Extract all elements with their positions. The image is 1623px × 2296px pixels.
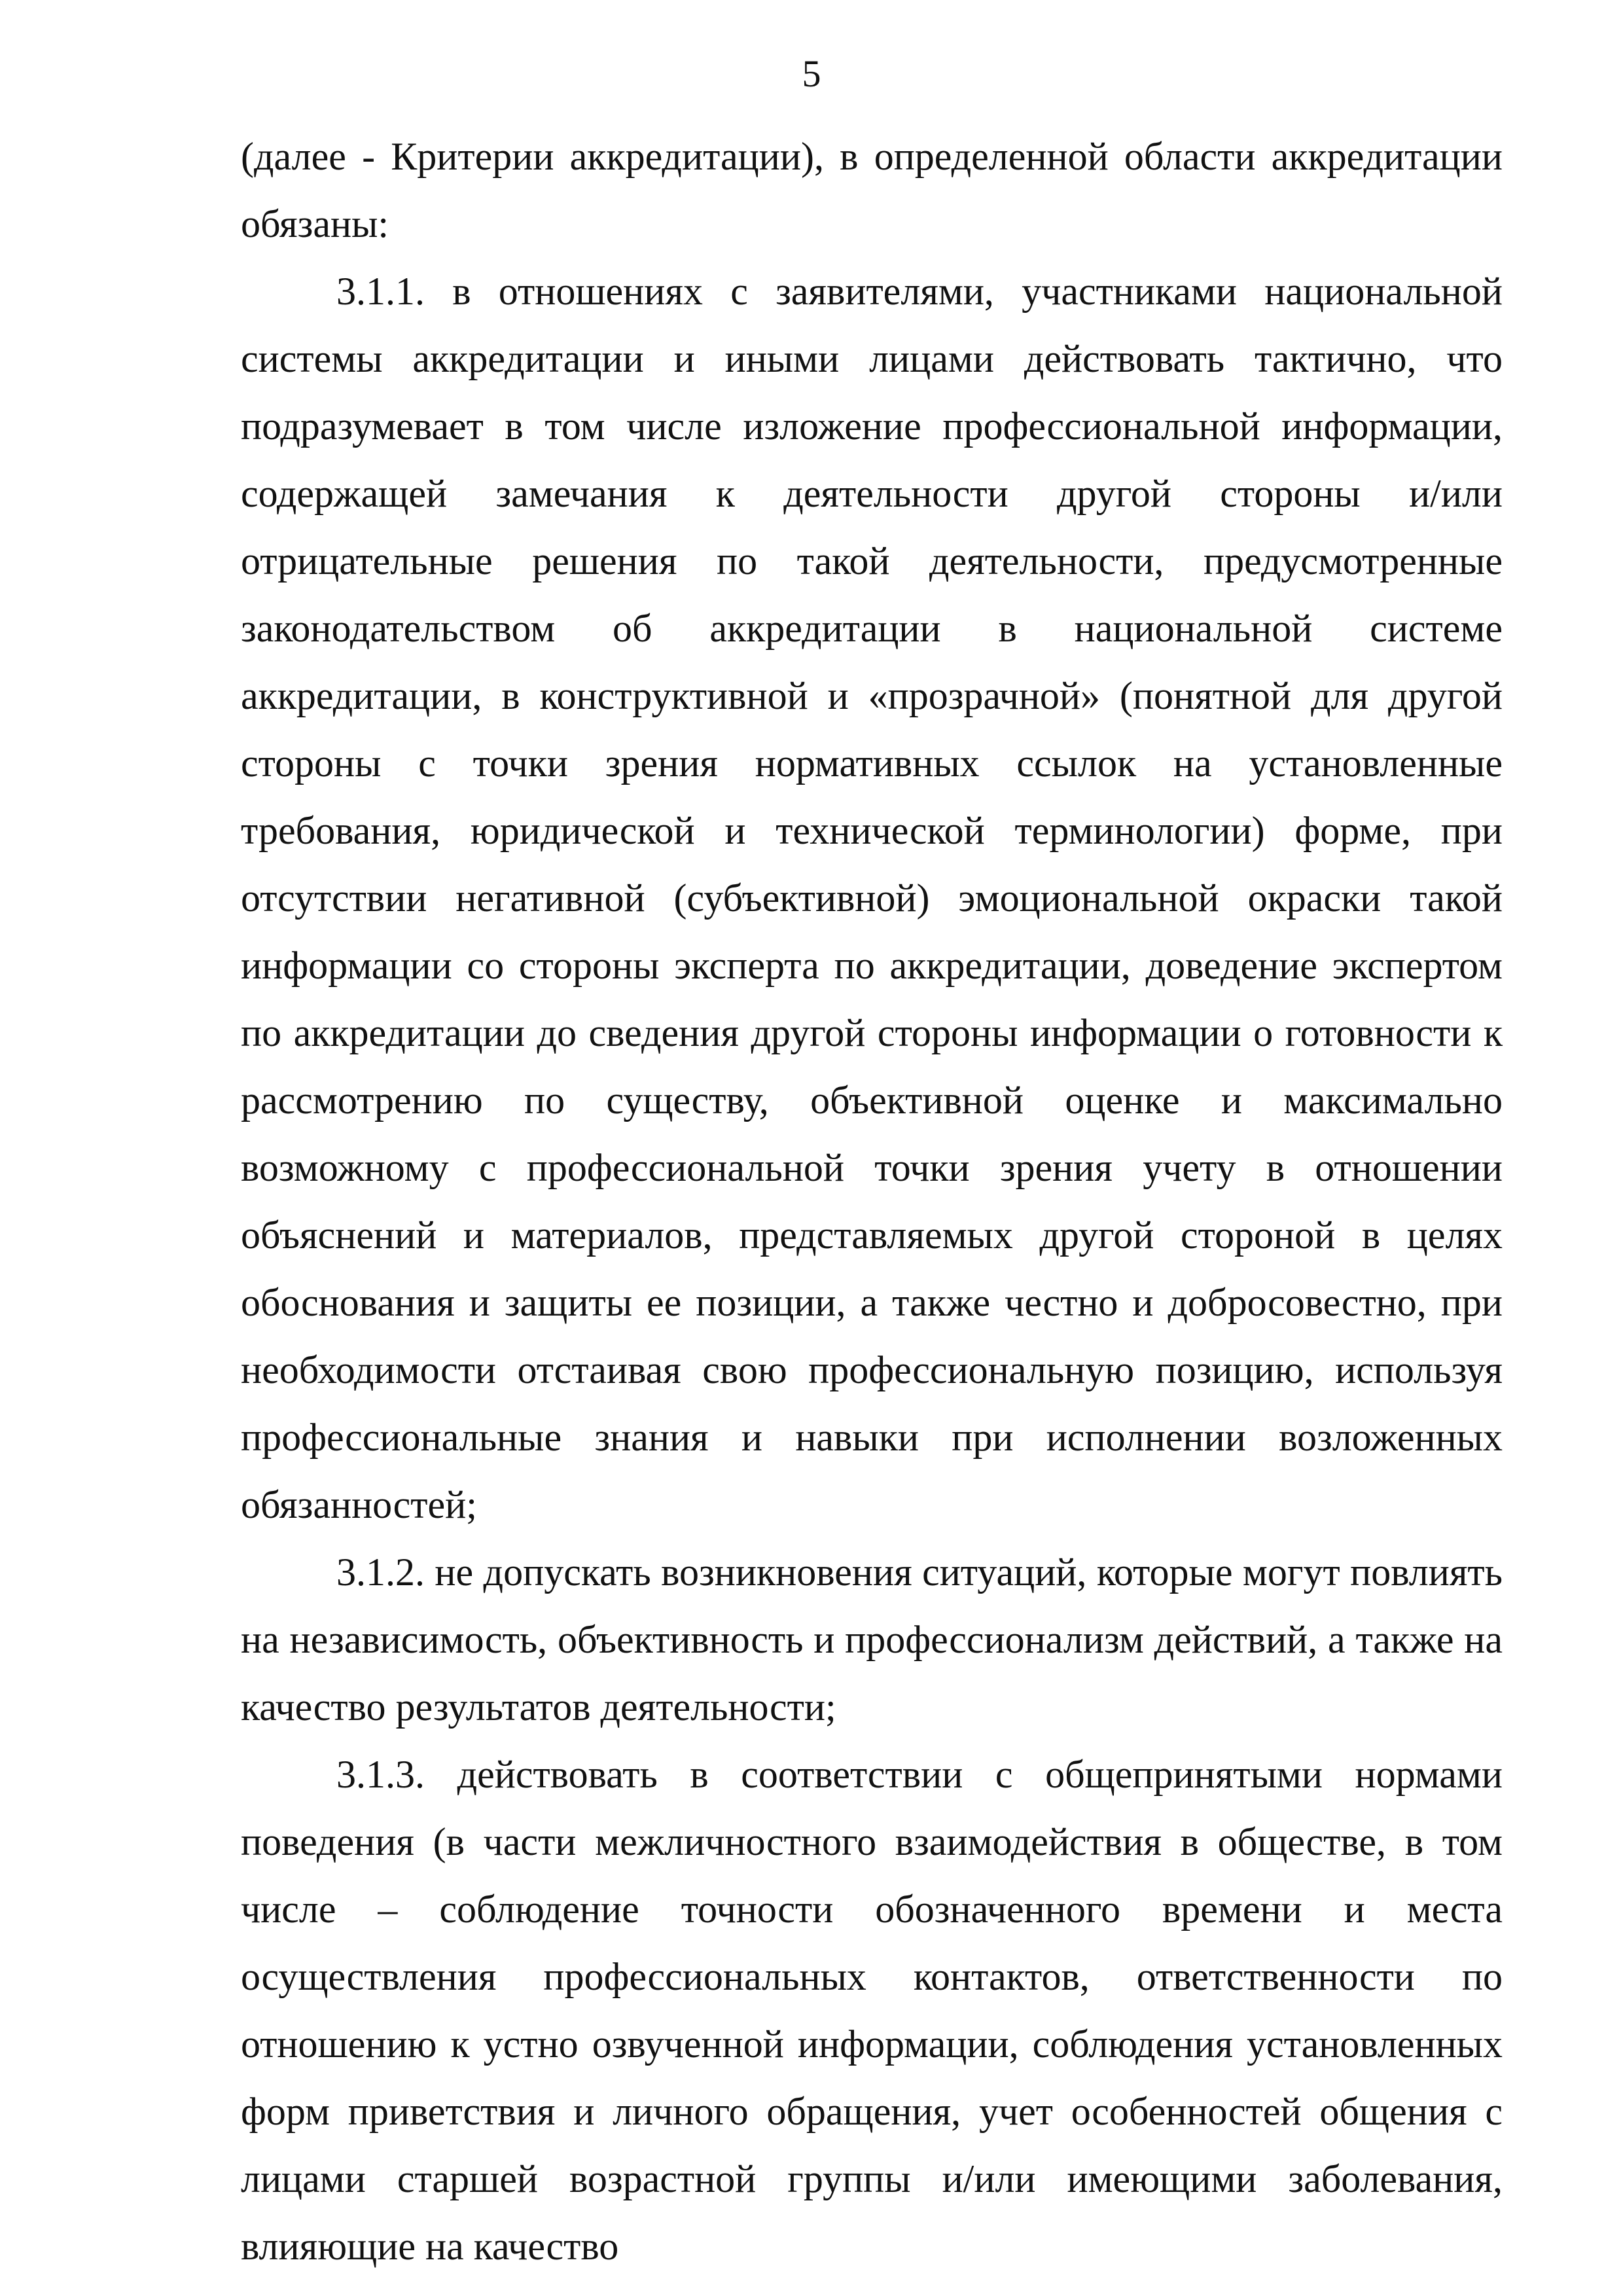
document-body xyxy=(241,123,1503,2280)
paragraph-intro: (далее - Критерии аккредитации), в определенной области аккредитации обязаны: xyxy=(241,135,1503,245)
paragraph-item-3-1-1: 3.1.1. в отношениях с заявителями, участниками национальной системы аккредитации и иными лицами действовать тактично, что подразумевает в том числе изложение профессиональной информации, содержащей замечания к деятельности другой стороны и/или отрицательные решения по такой деятельности, предусмотренные законодательством об аккредитации в национальной системе аккредитации, в конструктивной и «прозрачной» (понятной для другой стороны с точки зрения нормативных ссылок на установленные требования, юридической и технической терминологии) форме, при отсутствии негативной (субъективной) эмоциональной окраски такой информации со стороны эксперта по аккредитации, доведение экспертом по аккредитации до сведения другой стороны информации о готовности к рассмотрению по существу, объективной оценке и максимально возможному с профессиональной точки зрения учету в отношении объяснений и материалов, представляемых другой стороной в целях обоснования и защиты ее позиции, а также честно и добросовестно, при необходимости отстаивая свою профессиональную позицию, используя профессиональные знания и навыки при исполнении возложенных обязанностей; xyxy=(241,270,1503,1526)
paragraph-item-3-1-2: 3.1.2. не допускать возникновения ситуаций, которые могут повлиять на независимость, объективность и профессионализм действий, а также на качество результатов деятельности; xyxy=(241,1551,1503,1729)
page-number: 5 xyxy=(802,52,821,95)
paragraph-item-3-1-3: 3.1.3. действовать в соответствии с общепринятыми нормами поведения (в части межличностного взаимодействия в обществе, в том числе – соблюдение точности обозначенного времени и места осуществления профессиональных контактов, ответственности по отношению к устно озвученной информации, соблюдения установленных форм приветствия и личного обращения, учет особенностей общения с лицами старшей возрастной группы и/или имеющими заболевания, влияющие на качество xyxy=(241,1753,1503,2268)
